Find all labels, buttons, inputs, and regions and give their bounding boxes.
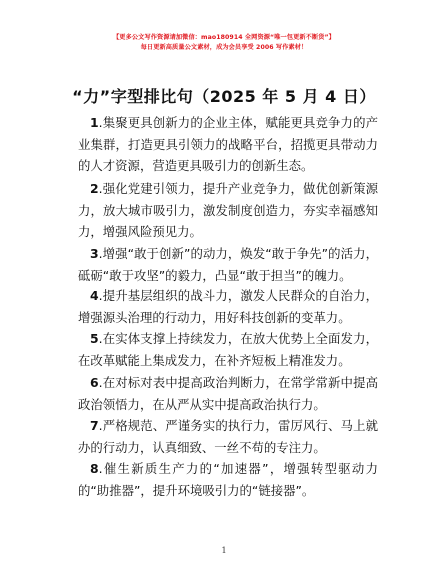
paragraph-8 bbox=[78, 458, 378, 501]
document-title: “力”字型排比句（2025 年 5 月 4 日） bbox=[72, 87, 376, 106]
paragraph-1 bbox=[78, 112, 378, 177]
paragraph-number: 1 bbox=[90, 115, 99, 130]
paragraph-3 bbox=[78, 243, 378, 286]
paragraph-text: .催生新质生产力的“加速器”，增强转型驱动力的“助推器”，提升环境吸引力的“链接器”。 bbox=[78, 461, 378, 498]
paragraph-text: .集聚更具创新力的企业主体，赋能更具竞争力的产业集群，打造更具引领力的战略平台，招揽更具带动力的人才资源，营造更具吸引力的创新生态。 bbox=[78, 115, 378, 173]
paragraph-5 bbox=[78, 328, 378, 371]
paragraph-number: 3 bbox=[90, 246, 99, 261]
promo-banner-line-2: 每日更新高质量公文素材，成为会员享受 2006 写作素材！ bbox=[140, 44, 308, 51]
paragraph-number: 4 bbox=[90, 288, 99, 303]
paragraph-7 bbox=[78, 415, 378, 458]
paragraph-number: 8 bbox=[90, 461, 99, 476]
paragraph-4 bbox=[78, 285, 378, 328]
paragraph-text: .提升基层组织的战斗力，激发人民群众的自治力，增强源头治理的行动力，用好科技创新的变革力。 bbox=[78, 288, 378, 325]
paragraph-2 bbox=[78, 178, 378, 243]
paragraph-number: 5 bbox=[90, 331, 99, 346]
paragraph-text: .增强“敢于创新”的动力，焕发“敢于争先”的活力，砥砺“敢于攻坚”的毅力，凸显“敢于担当”的魄力。 bbox=[78, 246, 378, 283]
paragraph-number: 6 bbox=[90, 375, 99, 390]
paragraph-number: 2 bbox=[90, 181, 99, 196]
promo-banner-line-1: 【更多公文写作资源请加微信：mao180914 全网资源“唯一包更新不断货”】 bbox=[113, 34, 335, 41]
paragraph-text: .在实体支撑上持续发力，在放大优势上全面发力，在改革赋能上集成发力，在补齐短板上精准发力。 bbox=[78, 331, 378, 368]
paragraph-text: .严格规范、严谨务实的执行力，雷厉风行、马上就办的行动力，认真细致、一丝不苟的专注力。 bbox=[78, 418, 378, 455]
page-number: 1 bbox=[221, 546, 227, 555]
paragraph-number: 7 bbox=[90, 418, 99, 433]
paragraph-text: .强化党建引领力，提升产业竞争力，做优创新策源力，放大城市吸引力，激发制度创造力，夯实幸福感知力，增强风险预见力。 bbox=[78, 181, 378, 239]
paragraph-text: .在对标对表中提高政治判断力，在常学常新中提高政治领悟力，在从严从实中提高政治执行力。 bbox=[78, 375, 378, 412]
paragraph-6 bbox=[78, 372, 378, 415]
